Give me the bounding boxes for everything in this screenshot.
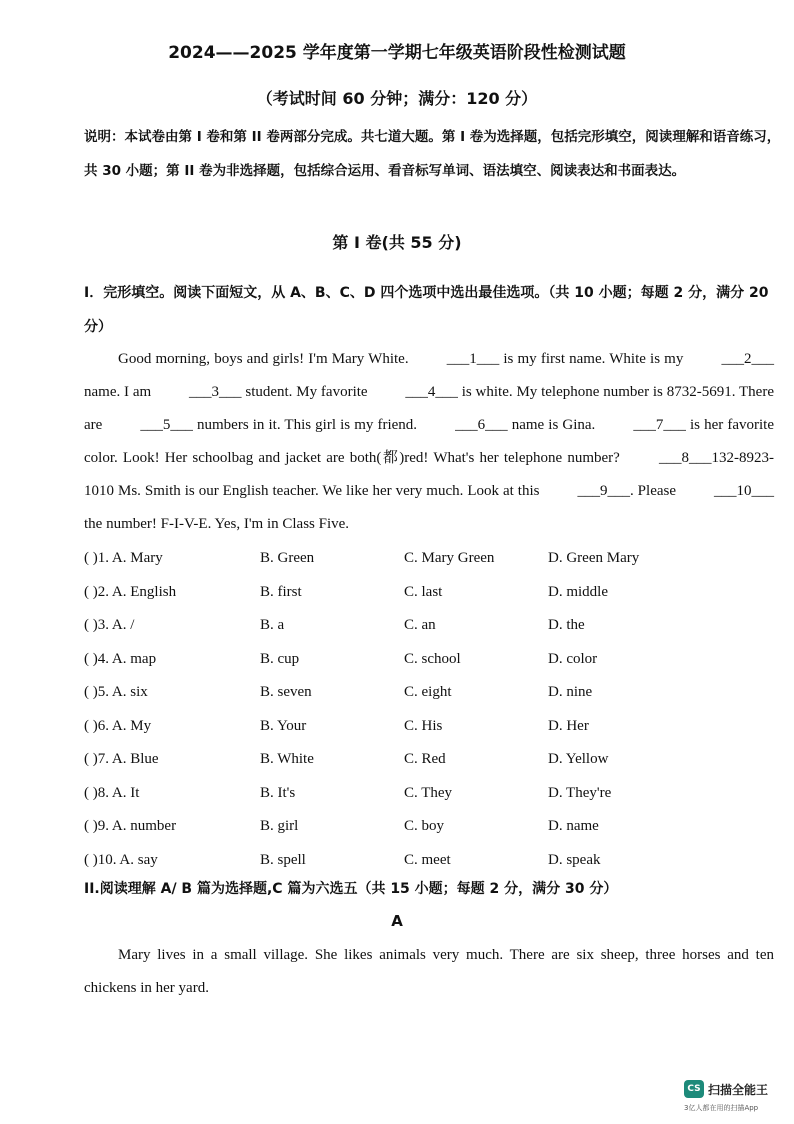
option-d: D. Green Mary bbox=[548, 550, 640, 566]
question-row bbox=[84, 542, 774, 576]
question-label: ( )3. A. / bbox=[84, 617, 135, 633]
option-c: C. Mary Green bbox=[404, 550, 495, 566]
passage-text: is her favorite color. Look! Her schoolbag and jacket are both(都)red! What's her telephone number? bbox=[84, 417, 774, 466]
question-label: ( )8. A. It bbox=[84, 784, 140, 801]
cloze-options bbox=[84, 542, 774, 877]
option-c: C. school bbox=[404, 650, 461, 667]
question-row bbox=[84, 777, 774, 811]
question-row bbox=[84, 643, 774, 677]
option-b: B. It's bbox=[260, 784, 296, 801]
blank-3: ___3___ bbox=[189, 384, 242, 400]
question-label: ( )5. A. six bbox=[84, 684, 148, 700]
passage-a-title: A bbox=[391, 912, 403, 930]
question-row bbox=[84, 810, 774, 844]
passage-text: Good morning, boys and girls! I'm Mary White. bbox=[118, 351, 413, 367]
blank-6: ___6___ bbox=[455, 417, 508, 433]
blank-2: ___2___ bbox=[721, 351, 774, 367]
question-label: ( )7. A. Blue bbox=[84, 751, 159, 767]
option-b: B. first bbox=[260, 583, 302, 600]
question-label: ( )1. A. Mary bbox=[84, 550, 163, 566]
option-b: B. Your bbox=[260, 717, 307, 734]
cloze-passage bbox=[84, 343, 774, 541]
camscanner-logo-icon: CS bbox=[684, 1080, 704, 1098]
question-label: ( )10. A. say bbox=[84, 851, 158, 868]
passage-text: numbers in it. This girl is my friend. bbox=[192, 417, 422, 433]
question-label: ( )6. A. My bbox=[84, 717, 152, 734]
passage-text: student. My favorite bbox=[241, 384, 372, 400]
option-c: C. His bbox=[404, 717, 443, 734]
passage-text: is white. My telephone number is 8732-5691. There are bbox=[84, 384, 774, 433]
passage-text: name. I am bbox=[84, 384, 156, 400]
question-row bbox=[84, 676, 774, 710]
option-d: D. speak bbox=[548, 851, 601, 868]
question-label: ( )9. A. number bbox=[84, 818, 177, 834]
option-c: C. boy bbox=[404, 818, 445, 834]
option-d: D. nine bbox=[548, 684, 593, 700]
blank-4: ___4___ bbox=[405, 384, 458, 400]
blank-8: ___8___ bbox=[659, 450, 712, 466]
blank-5: ___5___ bbox=[140, 417, 193, 433]
passage-text: the number! F-I-V-E. Yes, I'm in Class Five. bbox=[84, 516, 350, 532]
blank-1: ___1___ bbox=[446, 351, 500, 367]
question-row bbox=[84, 576, 774, 610]
option-b: B. girl bbox=[260, 818, 299, 834]
blank-9: ___9___ bbox=[577, 483, 630, 499]
option-d: D. middle bbox=[548, 583, 608, 600]
option-b: B. White bbox=[260, 751, 314, 767]
passage-text: 132-8923-1010 Ms. Smith is our English teacher. We like her very much. Look at this bbox=[84, 450, 774, 499]
exam-title: 2024——2025 学年度第一学期七年级英语阶段性检测试题 bbox=[168, 43, 626, 63]
question-label: ( )2. A. English bbox=[84, 583, 177, 600]
option-b: B. spell bbox=[260, 851, 306, 868]
reading-passage-a: Mary lives in a small village. She likes animals very much. There are six sheep, three horses and ten chickens in her yard. bbox=[84, 947, 774, 996]
option-b: B. seven bbox=[260, 684, 312, 700]
option-d: D. color bbox=[548, 650, 598, 667]
option-b: B. cup bbox=[260, 650, 300, 667]
option-d: D. Her bbox=[548, 717, 589, 734]
watermark-name: 扫描全能王 bbox=[708, 1083, 769, 1097]
option-b: B. Green bbox=[260, 550, 315, 566]
question-row bbox=[84, 743, 774, 777]
section-one-title: 第 I 卷(共 55 分) bbox=[332, 233, 462, 252]
option-c: C. eight bbox=[404, 684, 452, 700]
watermark-tagline: 3亿人都在用的扫描App bbox=[684, 1104, 759, 1112]
option-d: D. name bbox=[548, 818, 599, 834]
question-row bbox=[84, 710, 774, 744]
option-c: C. an bbox=[404, 617, 436, 633]
exam-subtitle: （考试时间 60 分钟；满分：120 分） bbox=[256, 89, 538, 108]
passage-text: name is Gina. bbox=[507, 417, 600, 433]
passage-text: . Please bbox=[629, 483, 680, 499]
option-d: D. Yellow bbox=[548, 751, 609, 767]
option-d: D. They're bbox=[548, 784, 612, 801]
question-row bbox=[84, 609, 774, 643]
passage-text: is my first name. White is my bbox=[499, 351, 688, 367]
option-b: B. a bbox=[260, 617, 285, 633]
blank-10: ___10___ bbox=[714, 483, 774, 499]
part-two-heading: II.阅读理解 A/ B 篇为选择题,C 篇为六选五（共 15 小题；每题 2 分，满分 30 分） bbox=[84, 881, 618, 897]
option-c: C. meet bbox=[404, 851, 451, 868]
option-c: C. They bbox=[404, 784, 453, 801]
instructions: 说明：本试卷由第 I 卷和第 II 卷两部分完成。共七道大题。第 I 卷为选择题，包括完形填空，阅读理解和语音练习，共 30 小题；第 II 卷为非选择题，包括综合运用、看音标写单词、语法填空、阅读表达和书面表达。 bbox=[84, 129, 781, 179]
blank-7: ___7___ bbox=[633, 417, 686, 433]
option-c: C. Red bbox=[404, 751, 446, 767]
part-one-heading: I．完形填空。阅读下面短文，从 A、B、C、D 四个选项中选出最佳选项。（共 10 小题；每题 2 分，满分 20 分） bbox=[84, 285, 769, 335]
option-c: C. last bbox=[404, 583, 443, 600]
question-label: ( )4. A. map bbox=[84, 650, 157, 667]
option-d: D. the bbox=[548, 617, 585, 633]
